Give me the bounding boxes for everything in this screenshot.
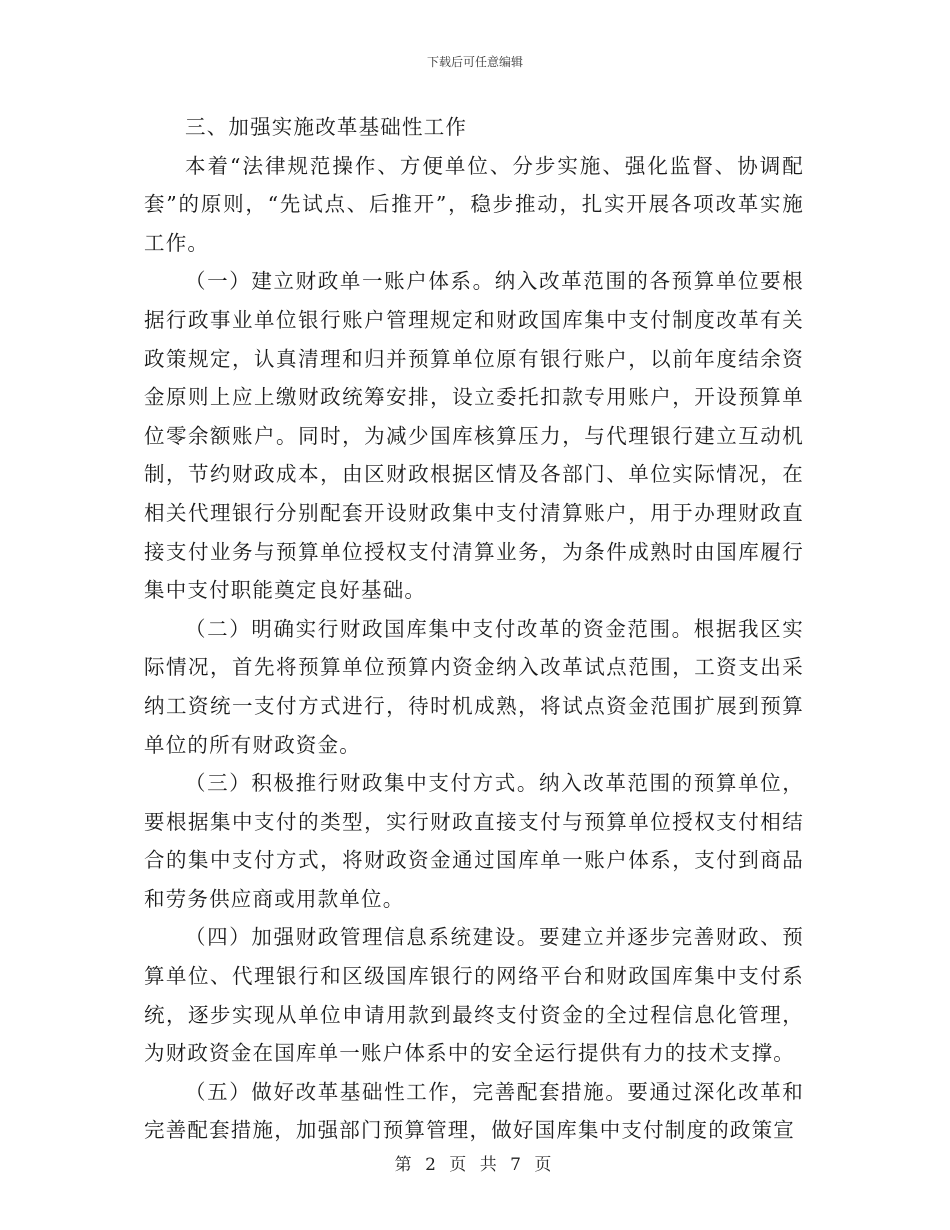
paragraph-intro: 本着“法律规范操作、方便单位、分步实施、强化监督、协调配套”的原则，“先试点、后推开”，稳步推动，扎实开展各项改革实施工作。 (144, 153, 804, 255)
paragraph-item-5: （五）做好改革基础性工作，完善配套措施。要通过深化改革和完善配套措施，加强部门预算管理，做好国库集中支付制度的政策宣 (144, 1079, 804, 1143)
page-number: 第 2 页 共 7 页 (394, 1155, 556, 1175)
paragraph-item-2: （二）明确实行财政国库集中支付改革的资金范围。根据我区实际情况，首先将预算单位预算内资金纳入改革试点范围，工资支出采纳工资统一支付方式进行，待时机成熟，将试点资金范围扩展到预算单位的所有财政资金。 (144, 616, 804, 757)
paragraph-item-1: （一）建立财政单一账户体系。纳入改革范围的各预算单位要根据行政事业单位银行账户管理规定和财政国库集中支付制度改革有关政策规定，认真清理和归并预算单位原有银行账户，以前年度结余资金原则上应上缴财政统筹安排，设立委托扣款专用账户，开设预算单位零余额账户。同时，为减少国库核算压力，与代理银行建立互动机制，节约财政成本，由区财政根据区情及各部门、单位实际情况，在相关代理银行分别配套开设财政集中支付清算账户，用于办理财政直接支付业务与预算单位授权支付清算业务，为条件成熟时由国库履行集中支付职能奠定良好基础。 (144, 269, 804, 603)
header-note: 下载后可任意编辑 (426, 55, 523, 69)
document-body (144, 108, 804, 1150)
paragraph-item-3: （三）积极推行财政集中支付方式。纳入改革范围的预算单位，要根据集中支付的类型，实行财政直接支付与预算单位授权支付相结合的集中支付方式，将财政资金通过国库单一账户体系，支付到商品和劳务供应商或用款单位。 (144, 771, 804, 911)
section-heading: 三、加强实施改革基础性工作 (185, 115, 468, 139)
paragraph-item-4: （四）加强财政管理信息系统建设。要建立并逐步完善财政、预算单位、代理银行和区级国库银行的网络平台和财政国库集中支付系统，逐步实现从单位申请用款到最终支付资金的全过程信息化管理，为财政资金在国库单一账户体系中的安全运行提供有力的技术支撑。 (144, 925, 804, 1066)
